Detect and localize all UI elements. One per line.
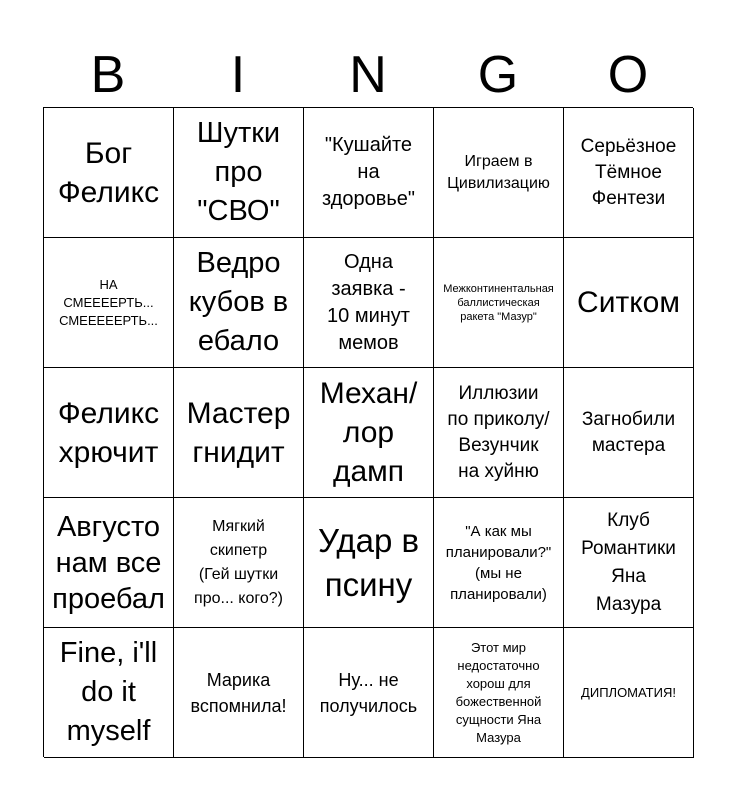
cell-text: Fine, i'll do it myself: [59, 637, 158, 747]
cell-text: Иллюзии по приколу/ Везунчик на хуйню: [447, 382, 550, 482]
bingo-cell[interactable]: [44, 108, 174, 238]
bingo-cell[interactable]: [44, 368, 174, 498]
cell-text: Клуб Романтики Яна Мазура: [581, 509, 676, 615]
header-letter-n: N: [349, 46, 387, 104]
cell-text: Ситком: [577, 286, 680, 319]
cell-text: Феликс хрючит: [57, 396, 160, 469]
cell-text: Одна заявка - 10 минут мемов: [327, 250, 410, 354]
cell-text: Серьёзное Тёмное Фентези: [580, 135, 677, 209]
bingo-cell[interactable]: [304, 108, 434, 238]
bingo-cell[interactable]: [174, 628, 304, 758]
cell-text: Загнобили мастера: [581, 408, 676, 456]
bingo-cell[interactable]: [174, 108, 304, 238]
header-letter-b: B: [90, 46, 126, 104]
bingo-cell[interactable]: [44, 498, 174, 628]
bingo-cell[interactable]: [174, 498, 304, 628]
bingo-cell[interactable]: [304, 238, 434, 368]
bingo-cell[interactable]: [564, 498, 694, 628]
cell-text: НА СМЕЕЕЕРТЬ... СМЕЕЕЕЕРТЬ...: [59, 276, 158, 328]
cell-text: Марика вспомнила!: [190, 669, 287, 716]
cell-text: Играем в Цивилизацию: [447, 152, 550, 192]
bingo-grid: [43, 107, 693, 757]
cell-text: ДИПЛОМАТИЯ!: [581, 684, 676, 700]
cell-text: Этот мир недостаточно хорош для божественной сущности Яна Мазура: [455, 639, 542, 745]
cell-text: Шутки про "СВО": [196, 117, 281, 227]
cell-text: "Кушайте на здоровье": [321, 134, 416, 210]
header-letter-o: O: [607, 46, 649, 104]
bingo-cell[interactable]: [434, 628, 564, 758]
bingo-cell[interactable]: [304, 368, 434, 498]
cell-text: Августо нам все проебал: [52, 510, 165, 615]
cell-text: Межконтинентальная баллистическая ракета "Мазур": [443, 282, 554, 323]
bingo-header: [43, 44, 693, 106]
bingo-cell[interactable]: [564, 628, 694, 758]
header-letter-i: I: [230, 46, 246, 104]
cell-text: Удар в псину: [317, 521, 420, 603]
bingo-cell[interactable]: [304, 498, 434, 628]
cell-text: Мастер гнидит: [186, 396, 291, 469]
bingo-cell[interactable]: [564, 108, 694, 238]
cell-text: Механ/ лор дамп: [319, 377, 418, 488]
cell-text: Мягкий скипетр (Гей шутки про... кого?): [194, 517, 283, 607]
bingo-cell[interactable]: [434, 108, 564, 238]
bingo-cell[interactable]: [304, 628, 434, 758]
cell-text: "А как мы планировали?" (мы не планировали): [445, 522, 552, 603]
bingo-cell[interactable]: [564, 368, 694, 498]
bingo-cell[interactable]: [44, 628, 174, 758]
bingo-cell[interactable]: [174, 368, 304, 498]
bingo-cell[interactable]: [44, 238, 174, 368]
cell-text: Бог Феликс: [57, 136, 160, 209]
bingo-cell[interactable]: [434, 238, 564, 368]
cell-text: Ну... не получилось: [319, 669, 418, 716]
bingo-cell[interactable]: [434, 498, 564, 628]
cell-text: Ведро кубов в ебало: [188, 247, 289, 357]
bingo-cell[interactable]: [564, 238, 694, 368]
header-letter-g: G: [477, 46, 519, 104]
bingo-cell[interactable]: [434, 368, 564, 498]
bingo-cell[interactable]: [174, 238, 304, 368]
